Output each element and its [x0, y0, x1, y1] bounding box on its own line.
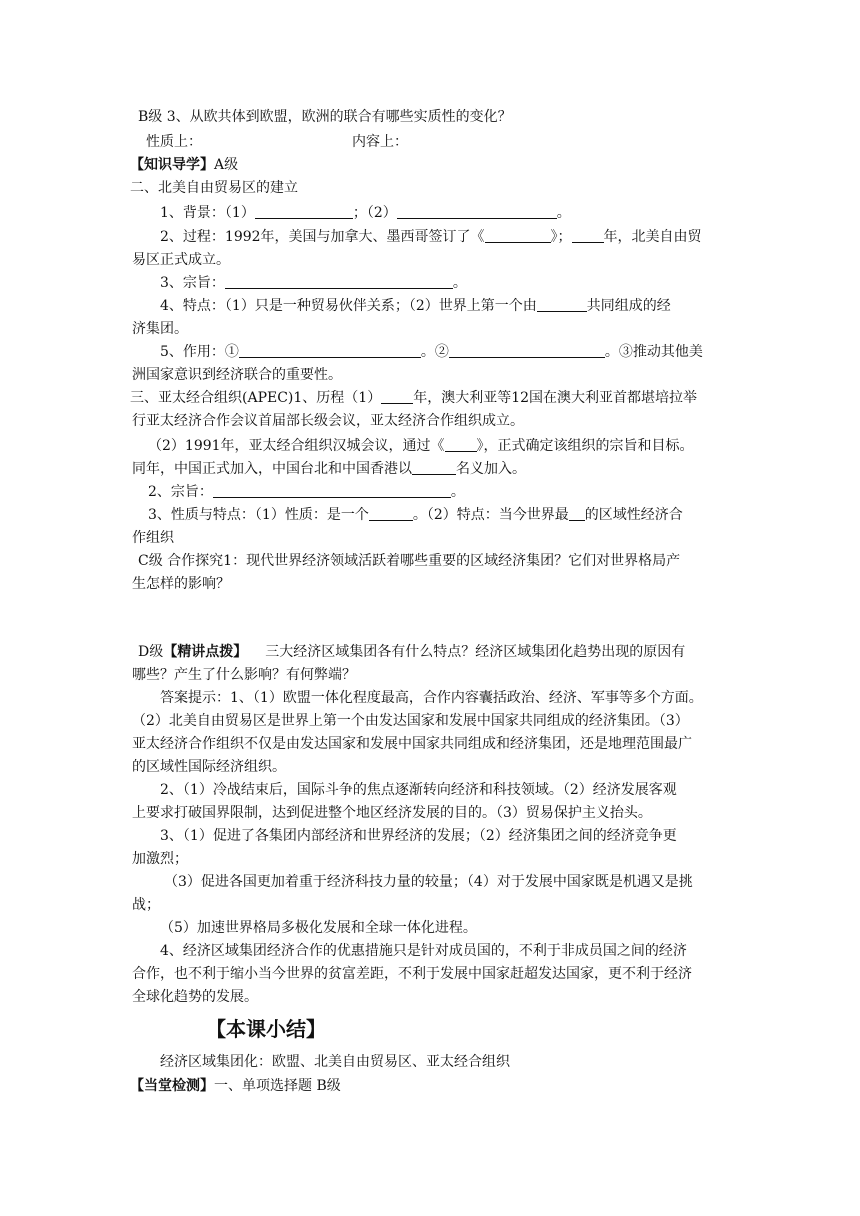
answer-line: 答案提示：1、（1）欧盟一体化程度最高，合作内容囊括政治、经济、军事等多个方面。 [160, 690, 703, 706]
s3-aim-label: 2、宗旨： [148, 484, 213, 500]
blank [445, 436, 477, 452]
s2-background-line [160, 203, 571, 223]
s3-seoul-cont-label: 同年，中国正式加入，中国台北和中国香港以 [132, 461, 412, 477]
blank [485, 227, 551, 243]
s2-background-end: 。 [556, 205, 571, 221]
s2-feature-label: 4、特点：（1）只是一种贸易伙伴关系；（2）世界上第一个由 [160, 298, 537, 314]
s2-effect-line [160, 342, 703, 362]
answer-line: （2）北美自由贸易区是世界上第一个由发达国家和发展中国家共同组成的经济集团。（3） [132, 713, 689, 729]
s2-process-end: 年，北美自由贸 [603, 229, 702, 245]
s3-nature-label: 3、性质与特点：（1）性质：是一个 [148, 507, 369, 523]
blank [225, 273, 453, 289]
knowledge-guide-heading [130, 155, 238, 175]
s3-aim-line [148, 482, 465, 502]
knowledge-guide-tag: 【知识导学】 [130, 157, 214, 173]
blank [213, 482, 451, 498]
blank [369, 505, 413, 521]
s3-history-cont: 行亚太经济合作会议首届部长级会议，亚太经济合作组织成立。 [132, 413, 524, 429]
answer-line: 2、（1）冷战结束后，国际斗争的焦点逐渐转向经济和科技领域。（2）经济发展客观 [160, 782, 677, 798]
summary-text: 经济区域集团化：欧盟、北美自由贸易区、亚太经合组织 [160, 1054, 510, 1070]
s2-effect-mid: 。② [420, 344, 449, 360]
s2-feature-line [160, 296, 671, 316]
answer-line: （5）加速世界格局多极化发展和全球一体化进程。 [160, 920, 477, 936]
blank [572, 227, 604, 243]
class-test-heading [130, 1076, 341, 1096]
s3-history-label: 三、亚太经合组织(APEC)1、历程（1） [130, 390, 382, 406]
answer-line: 全球化趋势的发展。 [132, 989, 258, 1005]
blank [569, 505, 585, 521]
answer-line: 的区域性国际经济组织。 [132, 759, 286, 775]
d-level-label: D级 [138, 644, 164, 660]
blank [397, 203, 557, 219]
knowledge-guide-level: A级 [214, 157, 239, 173]
s2-process-mid: 》； [550, 229, 572, 245]
s3-seoul-end: 》，正式确定该组织的宗旨和目标。 [476, 438, 694, 454]
answer-line: 3、（1）促进了各集团内部经济和世界经济的发展；（2）经济集团之间的经济竞争更 [160, 828, 677, 844]
s2-feature-end: 共同组成的经 [586, 298, 671, 314]
summary-title: 【本课小结】 [206, 1017, 326, 1041]
s3-seoul-label: （2）1991年，亚太经合组织汉城会议，通过《 [148, 438, 445, 454]
s2-aim-end: 。 [452, 275, 467, 291]
question-b3-content: 内容上： [352, 134, 408, 150]
class-test-text: 一、单项选择题 B级 [214, 1078, 341, 1094]
answer-line: 加激烈； [132, 851, 188, 867]
s3-nature-mid: 。（2）特点：当今世界最 [412, 507, 569, 523]
s2-process-label: 2、过程：1992年，美国与加拿大、墨西哥签订了《 [160, 229, 485, 245]
s3-seoul-cont-end: 名义加入。 [456, 461, 526, 477]
s2-effect-label: 5、作用：① [160, 344, 239, 360]
s3-nature-end: 的区域性经济合 [584, 507, 683, 523]
question-b3-nature: 性质上： [146, 134, 202, 150]
s2-process-cont: 易区正式成立。 [132, 252, 230, 268]
s2-process-line [160, 227, 702, 247]
d-level-question [138, 642, 685, 662]
answer-line: 战； [132, 897, 160, 913]
s2-aim-label: 3、宗旨： [160, 275, 225, 291]
section-2-title: 二、北美自由贸易区的建立 [130, 180, 298, 196]
s3-nature-cont: 作组织 [132, 530, 174, 546]
s3-aim-end: 。 [450, 484, 465, 500]
blank [449, 342, 605, 358]
answer-line: 上要求打破国界限制，达到促进整个地区经济发展的目的。（3）贸易保护主义抬头。 [132, 805, 652, 821]
d-level-question-cont: 哪些？产生了什么影响？有何弊端？ [132, 667, 356, 683]
s3-history-line [130, 388, 697, 408]
s2-feature-cont: 济集团。 [132, 321, 188, 337]
s2-background-label: 1、背景：（1） [160, 205, 255, 221]
answer-line: 合作，也不利于缩小当今世界的贫富差距，不利于发展中国家赶超发达国家，更不利于经济 [132, 966, 692, 982]
s2-effect-cont: 洲国家意识到经济联合的重要性。 [132, 367, 342, 383]
answer-line: 亚太经济合作组织不仅是由发达国家和发展中国家共同组成和经济集团，还是地理范围最广 [132, 736, 692, 752]
blank [537, 296, 587, 312]
d-level-tag: 【精讲点拨】 [163, 644, 248, 660]
s2-background-sep: ；（2） [352, 205, 397, 221]
blank [255, 203, 353, 219]
s2-aim-line [160, 273, 467, 293]
s3-history-end: 年，澳大利亚等12国在澳大利亚首都堪培拉举 [413, 390, 698, 406]
d-level-text: 三大经济区域集团各有什么特点？经济区域集团化趋势出现的原因有 [265, 644, 686, 660]
s3-seoul-line [148, 436, 694, 456]
answer-line: （3）促进各国更加着重于经济科技力量的较量；（4）对于发展中国家既是机遇又是挑 [164, 874, 693, 890]
c-level-question-cont: 生怎样的影响？ [132, 576, 230, 592]
class-test-tag: 【当堂检测】 [130, 1078, 214, 1094]
question-b3: B级 3、从欧共体到欧盟，欧洲的联合有哪些实质性的变化？ [138, 109, 512, 125]
blank [381, 388, 413, 404]
s3-seoul-cont [132, 459, 526, 479]
s3-nature-line [148, 505, 683, 525]
blank [412, 459, 456, 475]
blank [239, 342, 421, 358]
s2-effect-end: 。③推动其他美 [604, 344, 703, 360]
answer-line: 4、经济区域集团经济合作的优惠措施只是针对成员国的，不利于非成员国之间的经济 [160, 943, 687, 959]
c-level-question: C级 合作探究1：现代世界经济领域活跃着哪些重要的区域经济集团？它们对世界格局产 [138, 553, 681, 569]
